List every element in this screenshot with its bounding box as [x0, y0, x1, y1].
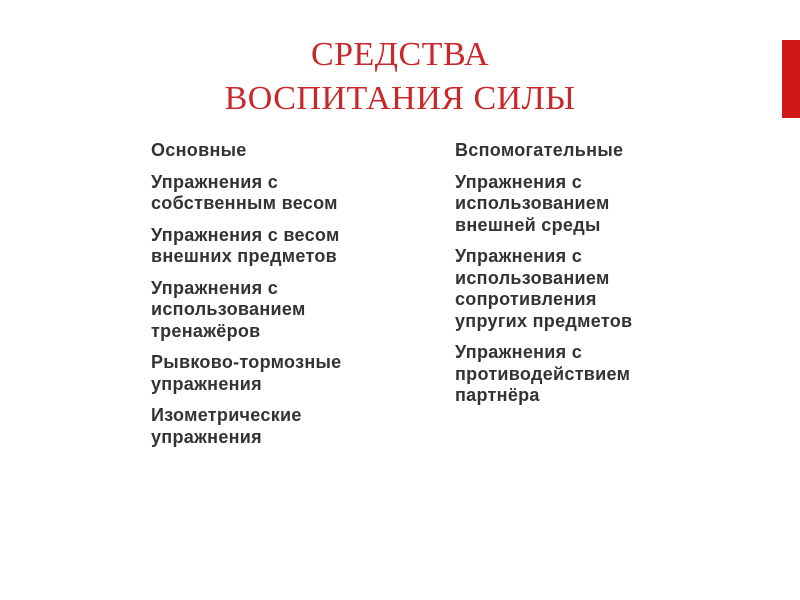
- list-item-environment: Упражнения с использованием внешней среды: [455, 171, 610, 235]
- slide-title: [150, 33, 650, 121]
- list-item-machines: Упражнения с использованием тренажёров: [151, 277, 306, 341]
- accent-bar: [782, 40, 800, 118]
- title-line-2: ВОСПИТАНИЯ СИЛЫ: [224, 80, 576, 117]
- column-heading-main: Основные: [151, 140, 247, 160]
- column-heading-auxiliary: Вспомогательные: [455, 140, 624, 160]
- list-item-jerk-brake: Рывково-тормозные упражнения: [151, 352, 342, 394]
- list-item-external-weight: Упражнения с весом внешних предметов: [151, 224, 340, 266]
- list-item-bodyweight: Упражнения с собственным весом: [151, 171, 338, 213]
- list-item-isometric: Изометрические упражнения: [151, 405, 302, 447]
- list-item-partner: Упражнения с противодействием партнёра: [455, 342, 631, 405]
- list-item-elastic-resistance: Упражнения с использованием сопротивления упругих предметов: [455, 246, 633, 331]
- main-means-column: [151, 140, 421, 458]
- title-line-1: СРЕДСТВА: [310, 36, 490, 73]
- auxiliary-means-column: [455, 140, 755, 417]
